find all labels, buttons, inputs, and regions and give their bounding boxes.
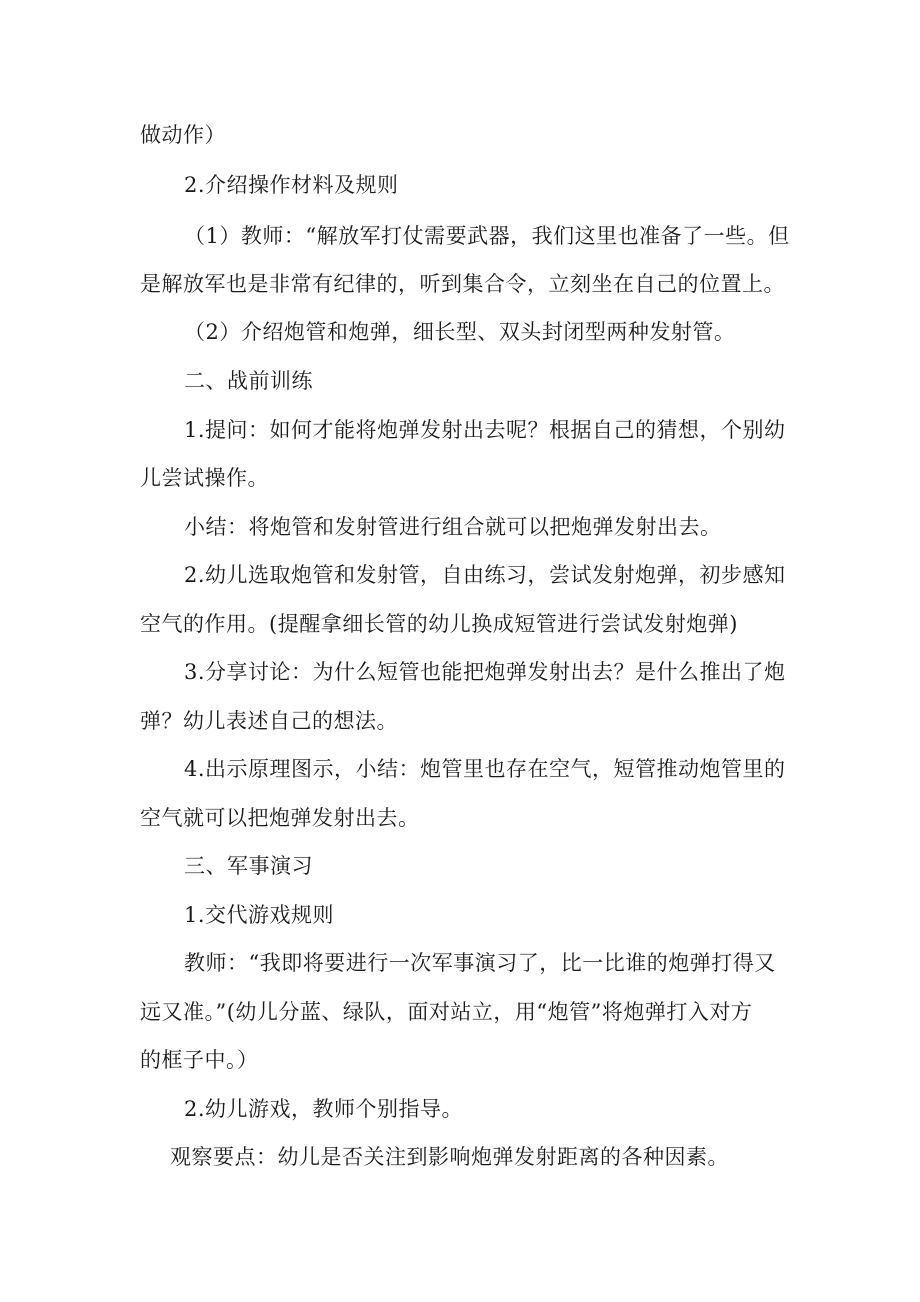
text-line: 空气就可以把炮弹发射出去。 — [140, 806, 420, 830]
text-line: 2.幼儿选取炮管和发射管，自由练习，尝试发射炮弹，初步感知 — [184, 563, 786, 587]
text-line: 1.提问：如何才能将炮弹发射出去呢？根据自己的猜想，个别幼 — [184, 418, 786, 442]
text-line: 教师：“我即将要进行一次军事演习了，比一比谁的炮弹打得又 — [184, 951, 776, 975]
text-line: 做动作） — [140, 123, 226, 147]
text-line: 儿尝试操作。 — [140, 466, 269, 490]
section-heading: 二、战前训练 — [184, 369, 313, 393]
text-line: 弹？幼儿表述自己的想法。 — [140, 709, 398, 733]
text-line: 小结：将炮管和发射管进行组合就可以把炮弹发射出去。 — [184, 515, 722, 539]
section-heading: 1.交代游戏规则 — [184, 903, 335, 927]
text-line: 观察要点：幼儿是否关注到影响炮弹发射距离的各种因素。 — [170, 1145, 729, 1169]
text-line: （1）教师：“解放军打仗需要武器，我们这里也准备了一些。但 — [184, 224, 790, 248]
text-line: 2.幼儿游戏，教师个别指导。 — [184, 1097, 464, 1121]
section-heading: 2.介绍操作材料及规则 — [184, 173, 399, 197]
text-line: 是解放军也是非常有纪律的，听到集合令，立刻坐在自己的位置上。 — [140, 272, 785, 296]
text-line: 远又准。”(幼儿分蓝、绿队，面对站立，用“炮管”将炮弹打入对方 — [140, 1000, 753, 1024]
text-line: （2）介绍炮管和炮弹，细长型、双头封闭型两种发射管。 — [184, 320, 736, 344]
text-line: 3.分享讨论：为什么短管也能把炮弹发射出去？是什么推出了炮 — [184, 660, 786, 684]
text-line: 4.出示原理图示，小结：炮管里也存在空气，短管推动炮管里的 — [184, 757, 786, 781]
text-line: 空气的作用。(提醒拿细长管的幼儿换成短管进行尝试发射炮弹) — [140, 612, 738, 636]
text-line: 的框子中。） — [140, 1048, 259, 1072]
section-heading: 三、军事演习 — [184, 854, 313, 878]
